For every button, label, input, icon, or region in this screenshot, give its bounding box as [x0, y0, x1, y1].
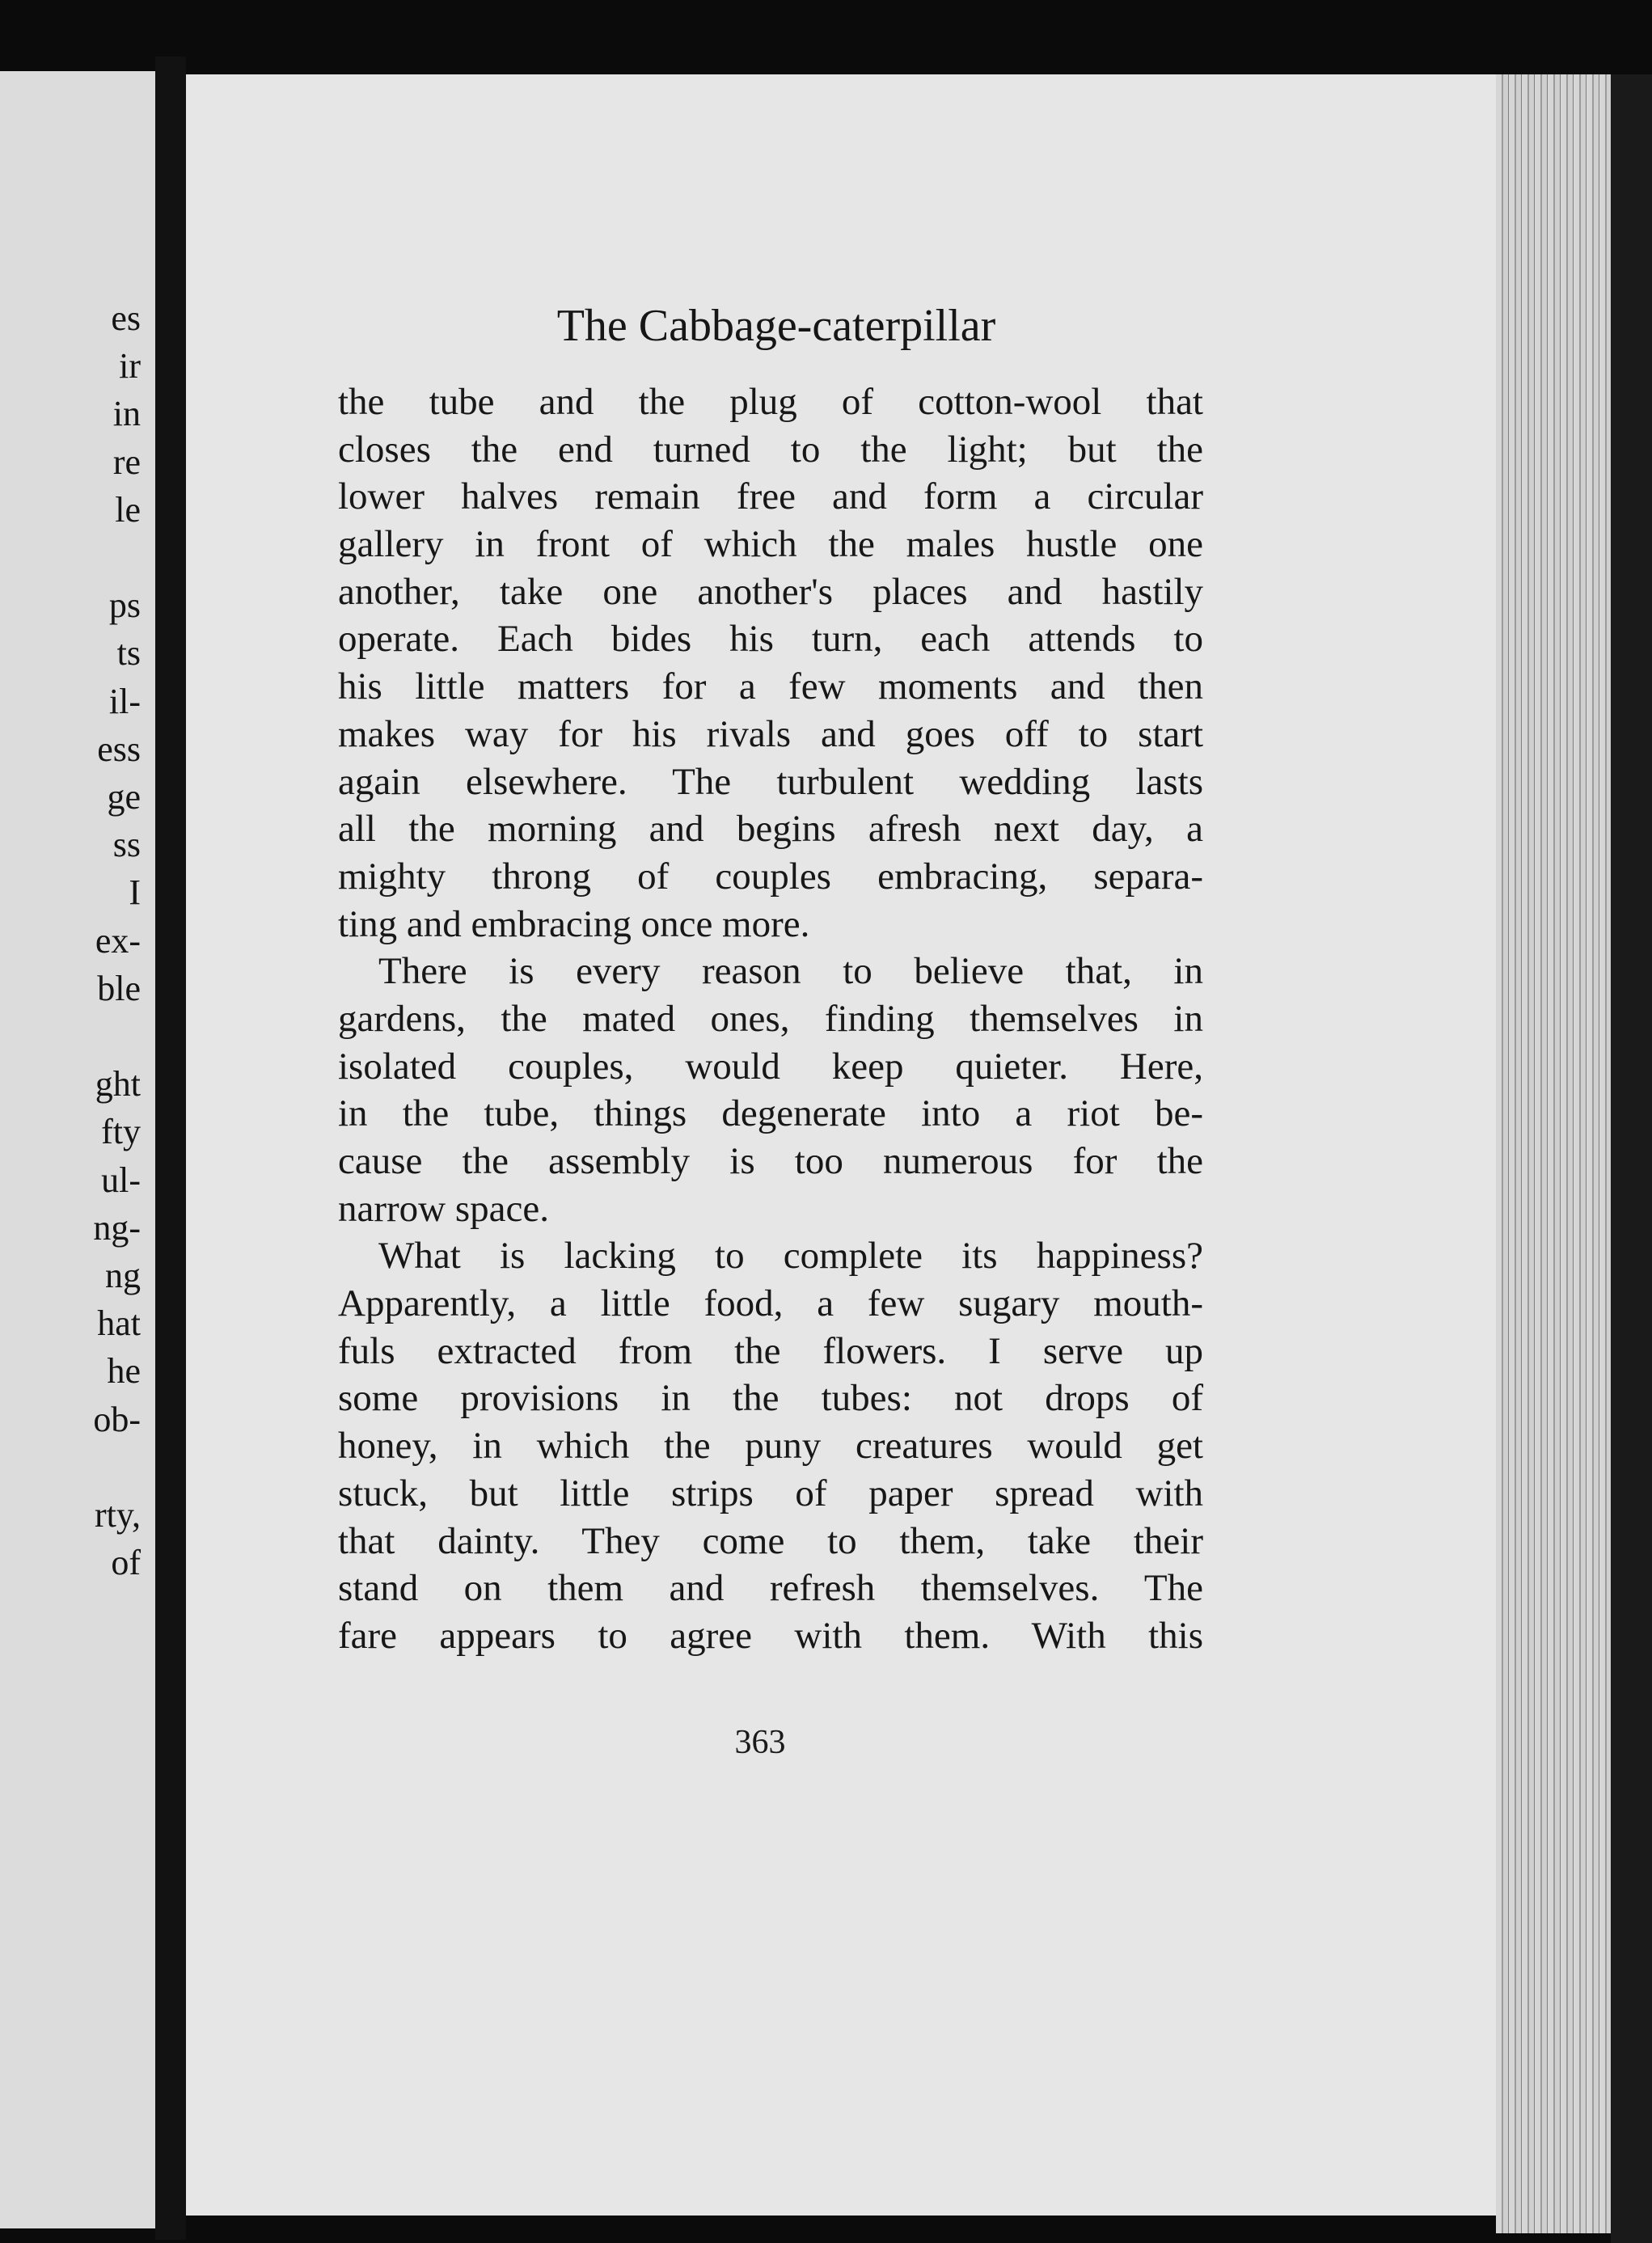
- text-line: stuck, but little strips of paper spread with: [338, 1472, 1203, 1514]
- page-edges-shadow: [1611, 74, 1652, 2243]
- left-page-fragment: in: [112, 394, 141, 434]
- left-facing-page: [0, 71, 155, 2228]
- left-page-fragment: rty,: [94, 1495, 141, 1535]
- left-page-fragment: ul-: [101, 1160, 141, 1200]
- body-text: [338, 378, 1203, 1660]
- text-line: There is every reason to believe that, in: [378, 950, 1203, 993]
- text-line: in the tube, things degenerate into a riot be-: [338, 1092, 1203, 1135]
- left-page-fragment: ge: [107, 777, 141, 817]
- left-page-fragment: ts: [116, 633, 141, 674]
- text-line: Apparently, a little food, a few sugary mouth-: [338, 1282, 1203, 1325]
- text-line: fare appears to agree with them. With this: [338, 1614, 1203, 1657]
- left-page-fragment: ng-: [93, 1207, 141, 1248]
- text-line: narrow space.: [338, 1187, 549, 1230]
- left-page-fragment: ps: [108, 585, 141, 626]
- left-page-fragment: I: [129, 872, 141, 913]
- left-page-fragment: he: [107, 1351, 141, 1392]
- left-page-fragment: ble: [97, 968, 141, 1008]
- text-line: some provisions in the tubes: not drops of: [338, 1377, 1203, 1420]
- text-line: again elsewhere. The turbulent wedding lasts: [338, 760, 1203, 803]
- page-number: 363: [734, 1724, 786, 1761]
- text-line: another, take one another's places and hastily: [338, 570, 1203, 613]
- text-line: gardens, the mated ones, finding themselves in: [338, 997, 1203, 1040]
- left-page-fragment: le: [115, 489, 141, 530]
- left-page-fragment: il-: [108, 681, 141, 721]
- left-page-fragment: ess: [97, 729, 141, 769]
- book-gutter: [155, 57, 186, 2240]
- running-head: The Cabbage-caterpillar: [556, 301, 996, 351]
- text-line: isolated couples, would keep quieter. Here,: [338, 1045, 1203, 1088]
- left-page-fragment: re: [112, 441, 141, 482]
- left-page-fragment: ex-: [95, 920, 141, 961]
- text-line: lower halves remain free and form a circular: [338, 475, 1203, 518]
- left-page-fragment: ng: [105, 1256, 141, 1295]
- text-line: stand on them and refresh themselves. The: [338, 1567, 1203, 1610]
- text-line: cause the assembly is too numerous for the: [338, 1140, 1203, 1182]
- text-line: mighty throng of couples embracing, separa-: [338, 855, 1203, 898]
- left-page-fragment: ob-: [93, 1399, 141, 1439]
- left-page-fragment: hat: [97, 1303, 141, 1344]
- left-page-fragment: fty: [101, 1112, 141, 1152]
- text-line: ting and embracing once more.: [338, 902, 810, 945]
- text-line: all the morning and begins afresh next day, a: [338, 808, 1203, 851]
- page-edges: [1496, 74, 1625, 2233]
- text-line: gallery in front of which the males hustle one: [338, 523, 1203, 566]
- text-line: makes way for his rivals and goes off to start: [338, 712, 1203, 755]
- text-line: the tube and the plug of cotton-wool that: [338, 381, 1203, 423]
- left-page-fragment: of: [111, 1543, 141, 1583]
- left-page-fragment: ss: [112, 825, 141, 865]
- left-page-fragment: es: [111, 298, 141, 338]
- text-line: his little matters for a few moments and then: [338, 665, 1203, 708]
- left-page-fragment: ir: [119, 346, 141, 387]
- text-line: fuls extracted from the flowers. I serve up: [338, 1329, 1203, 1372]
- text-line: honey, in which the puny creatures would get: [338, 1425, 1203, 1468]
- text-line: operate. Each bides his turn, each attends to: [338, 618, 1203, 661]
- text-line: closes the end turned to the light; but the: [338, 428, 1203, 471]
- text-line: What is lacking to complete its happiness?: [378, 1235, 1203, 1278]
- text-line: that dainty. They come to them, take their: [338, 1519, 1203, 1562]
- left-page-fragment: ght: [95, 1064, 141, 1105]
